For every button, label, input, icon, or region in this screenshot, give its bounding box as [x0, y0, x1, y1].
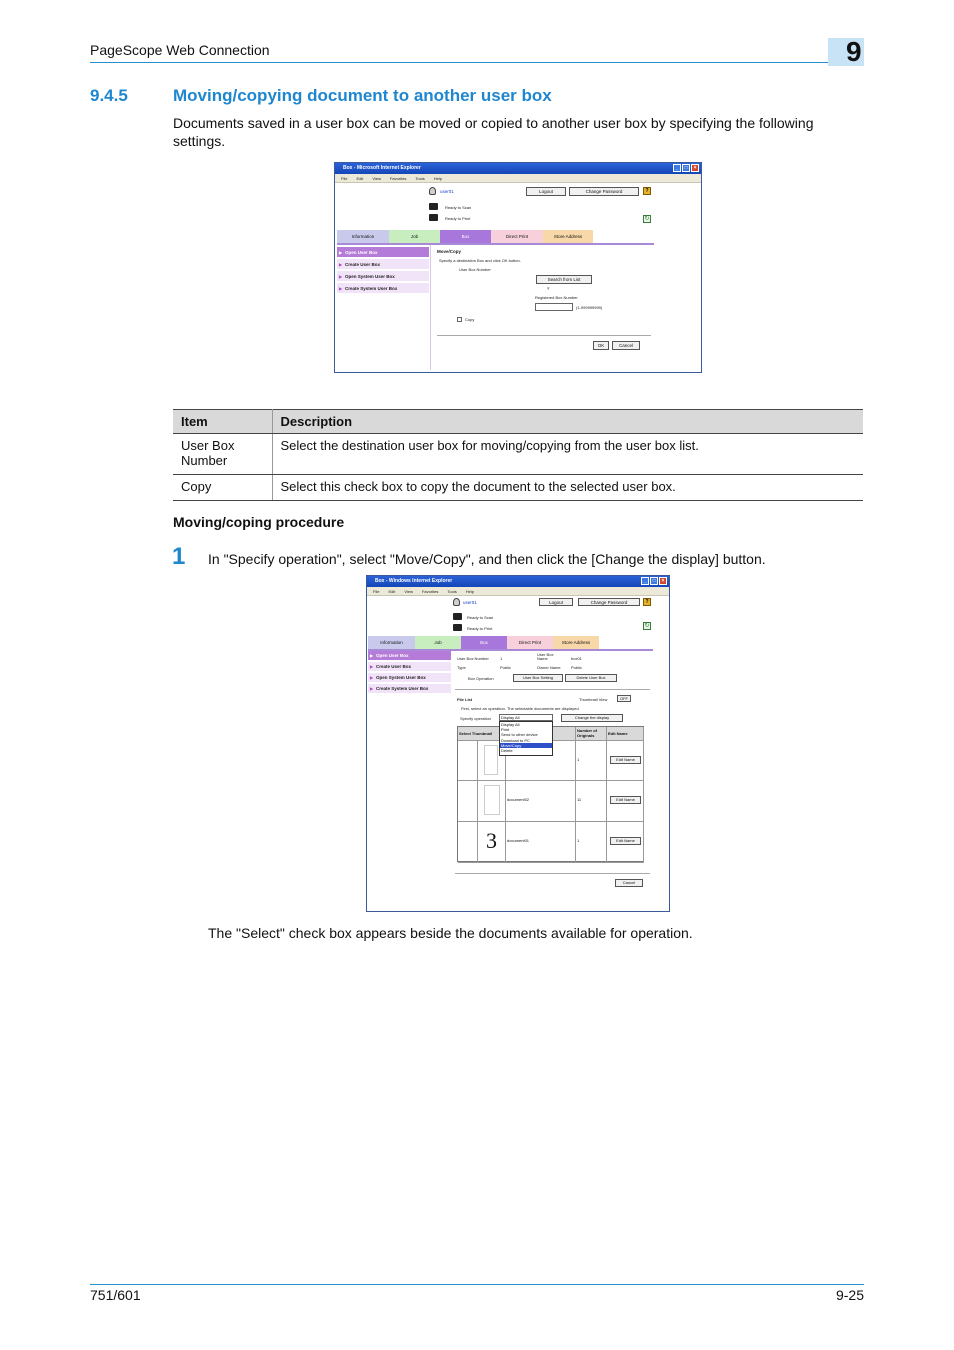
edit-name-button[interactable]: Edit Name	[610, 796, 641, 804]
user-box-name-value: box01	[571, 656, 582, 661]
tab-box[interactable]: Box	[440, 230, 491, 243]
column-header-description: Description	[272, 410, 863, 434]
intro-paragraph: Documents saved in a user box can be moved or copied to another user box by specifying the following settings.	[173, 115, 814, 149]
menu-favorites[interactable]: Favorites	[421, 589, 439, 594]
print-status: Ready to Print	[445, 216, 471, 221]
menu-view[interactable]: View	[372, 176, 381, 181]
file-list-label: File List	[457, 697, 473, 702]
row-name[interactable]: document02	[506, 781, 576, 822]
file-list-instruction: First, select an operation. The selectable documents are displayed.	[461, 706, 580, 711]
menu-file[interactable]: File	[373, 589, 380, 594]
sidebar-item-open-system-user-box[interactable]: ▶ Open System User Box	[368, 673, 451, 683]
chapter-number: 9	[846, 36, 862, 67]
step-text: In "Specify operation", select "Move/Copy", and then click the [Change the display] button.	[208, 551, 766, 567]
box-operation-label: Box Operation	[468, 676, 494, 681]
column-header-select-thumbnail: Select Thumbnail	[458, 727, 506, 741]
search-from-list-button[interactable]: Search from List	[536, 275, 592, 284]
screenshot-move-copy	[334, 162, 702, 373]
table-header-row	[173, 410, 863, 434]
row-edit-cell	[607, 741, 644, 781]
row-edit-cell	[607, 781, 644, 822]
delete-user-box-button[interactable]: Delete User Box	[565, 674, 617, 682]
print-status: Ready to Print	[467, 626, 493, 631]
user-name[interactable]: user01	[463, 600, 477, 605]
tab-job[interactable]: Job	[415, 636, 461, 649]
sidebar-divider	[430, 245, 431, 370]
owner-value: Public	[571, 665, 582, 670]
dropdown-option[interactable]: Download to PC	[501, 737, 530, 743]
user-box-number-label: User Box Number	[459, 267, 491, 272]
box-number-label: User Box Number	[457, 656, 489, 661]
menu-tools[interactable]: Tools	[447, 589, 457, 594]
column-header-originals: Number of Originals	[576, 727, 607, 741]
web-page	[367, 596, 669, 911]
footer-rule	[90, 1284, 864, 1285]
running-header: PageScope Web Connection	[90, 42, 270, 58]
printer-icon	[429, 214, 438, 221]
range-hint: (1-999999999)	[576, 305, 603, 310]
user-name[interactable]: user01	[440, 189, 454, 194]
row-name[interactable]: document01	[506, 822, 576, 863]
menu-help[interactable]: Help	[465, 589, 474, 594]
scan-status: Ready to Scan	[467, 615, 494, 620]
box-number-value: 1	[500, 656, 503, 661]
menu-edit[interactable]: Edit	[388, 589, 396, 594]
edit-name-button[interactable]: Edit Name	[610, 837, 641, 845]
user-box-setting-button[interactable]: User Box Setting	[513, 674, 563, 682]
row-item: Copy	[173, 475, 272, 501]
row-item: User Box Number	[173, 434, 272, 475]
menu-bar	[335, 174, 701, 183]
sidebar-item-create-system-user-box[interactable]: ▶ Create System User Box	[368, 684, 451, 694]
document-thumbnail	[484, 745, 498, 775]
document-thumbnail	[484, 785, 500, 815]
web-page	[335, 183, 701, 372]
menu-help[interactable]: Help	[433, 176, 442, 181]
sidebar-item-create-user-box[interactable]: ▶ Create User Box	[368, 662, 451, 672]
row-edit-cell	[607, 822, 644, 863]
row-originals: 1	[576, 741, 607, 781]
window-title: Box - Windows Internet Explorer	[375, 578, 453, 584]
footer-page-number: 9-25	[835, 1287, 864, 1303]
tab-store-address[interactable]: Store Address	[553, 636, 599, 649]
cancel-button[interactable]: Cancel	[615, 879, 643, 887]
row-select	[458, 781, 478, 822]
window-titlebar	[367, 576, 669, 587]
settings-table	[173, 409, 863, 501]
user-icon	[453, 598, 460, 606]
menu-file[interactable]: File	[341, 176, 348, 181]
logout-button[interactable]: Logout	[526, 187, 566, 196]
arrow-down-icon: ▼	[546, 286, 551, 291]
dropdown-option-selected[interactable]: Move/Copy	[500, 743, 552, 748]
tab-box[interactable]: Box	[461, 636, 507, 649]
sidebar-item-create-system-user-box[interactable]: ▶ Create System User Box	[337, 283, 429, 294]
refresh-icon[interactable]: ↻	[644, 216, 650, 222]
sidebar-item-create-user-box[interactable]: ▶ Create User Box	[337, 259, 429, 270]
procedure-title: Moving/coping procedure	[173, 514, 345, 530]
minimize-icon[interactable]: _	[673, 164, 681, 172]
result-text: The "Select" check box appears beside the documents available for operation.	[208, 925, 693, 941]
table-row	[173, 475, 863, 501]
thumbnail-view-toggle[interactable]: OFF	[617, 695, 631, 702]
move-copy-instruction: Specify a destination Box and click OK button.	[439, 258, 521, 263]
footer-model: 751/601	[90, 1287, 141, 1303]
edit-name-button[interactable]: Edit Name	[610, 756, 641, 764]
logout-button[interactable]: Logout	[539, 598, 573, 606]
menu-bar	[367, 587, 669, 596]
tab-job[interactable]: Job	[389, 230, 440, 243]
tab-store-address[interactable]: Store Address	[543, 230, 593, 243]
change-password-button[interactable]: Change Password	[569, 187, 639, 196]
help-icon[interactable]: ?	[643, 598, 651, 606]
type-label: Type	[457, 665, 466, 670]
scanner-icon	[429, 203, 438, 210]
change-password-button[interactable]: Change Password	[578, 598, 640, 606]
dropdown-option[interactable]: Delete	[501, 748, 513, 754]
ok-button[interactable]: OK	[593, 341, 609, 350]
dropdown-option[interactable]: Print	[501, 727, 510, 733]
operation-dropdown-list	[499, 721, 553, 756]
close-icon[interactable]: ×	[659, 577, 667, 585]
sidebar-item-open-system-user-box[interactable]: ▶ Open System User Box	[337, 271, 429, 282]
specify-operation-label: Specify operation	[460, 716, 491, 721]
dropdown-option[interactable]: Send to other device	[501, 732, 538, 738]
row-originals: 11	[576, 781, 607, 822]
tab-information[interactable]: Information	[337, 230, 389, 243]
user-icon	[429, 187, 436, 195]
close-icon[interactable]: ×	[691, 164, 699, 172]
copy-checkbox[interactable]	[457, 317, 462, 322]
screenshot-file-list	[366, 575, 670, 912]
type-value: Public	[500, 665, 511, 670]
tab-underline	[337, 243, 654, 245]
column-header-edit-name: Edit Name	[607, 727, 644, 741]
user-box-name-label: User Box Name	[537, 652, 554, 661]
maximize-icon[interactable]: □	[650, 577, 658, 585]
scanner-icon	[453, 613, 462, 620]
menu-tools[interactable]: Tools	[415, 176, 425, 181]
move-copy-heading: Move/Copy	[437, 249, 462, 254]
column-header-item: Item	[173, 410, 272, 434]
owner-label: Owner Name	[537, 665, 561, 670]
menu-favorites[interactable]: Favorites	[389, 176, 407, 181]
help-icon[interactable]: ?	[643, 187, 651, 195]
row-thumbnail	[478, 781, 506, 822]
sidebar-item-open-user-box[interactable]: ▶ Open User Box	[368, 651, 451, 661]
table-row	[173, 434, 863, 475]
cancel-button[interactable]: Cancel	[612, 341, 640, 350]
maximize-icon[interactable]: □	[682, 164, 690, 172]
dropdown-option[interactable]: Display All	[501, 722, 520, 727]
row-originals: 1	[576, 822, 607, 863]
header-rule	[90, 62, 864, 63]
tab-direct-print[interactable]: Direct Print	[491, 230, 543, 243]
row-description: Select this check box to copy the document to the selected user box.	[272, 475, 863, 501]
sidebar-item-open-user-box[interactable]: ▶ Open User Box	[337, 247, 429, 258]
registered-box-label: Registered Box Number	[535, 295, 578, 300]
tab-direct-print[interactable]: Direct Print	[507, 636, 553, 649]
window-title: Box - Microsoft Internet Explorer	[343, 165, 421, 171]
info-divider	[455, 689, 650, 690]
row-select	[458, 741, 478, 781]
section-number: 9.4.5	[90, 86, 128, 105]
menu-view[interactable]: View	[404, 589, 413, 594]
menu-edit[interactable]: Edit	[356, 176, 364, 181]
copy-label: Copy	[465, 317, 475, 322]
form-divider	[437, 335, 651, 336]
printer-icon	[453, 624, 462, 631]
minimize-icon[interactable]: _	[641, 577, 649, 585]
refresh-icon[interactable]: ↻	[644, 623, 650, 629]
change-display-button[interactable]: Change the display	[561, 714, 623, 722]
row-select	[458, 822, 478, 863]
row-thumbnail: 3	[478, 822, 506, 863]
bottom-divider	[455, 873, 650, 874]
tab-information[interactable]: Information	[368, 636, 415, 649]
specify-operation-select[interactable]: Display All	[499, 714, 553, 721]
thumbnail-view-label: Thumbnail View	[579, 697, 608, 702]
step-number: 1	[172, 543, 186, 570]
window-titlebar	[335, 163, 701, 174]
box-number-input[interactable]	[535, 303, 573, 311]
scan-status: Ready to Scan	[445, 205, 472, 210]
section-title: Moving/copying document to another user box	[173, 86, 552, 105]
row-description: Select the destination user box for moving/copying from the user box list.	[272, 434, 863, 475]
